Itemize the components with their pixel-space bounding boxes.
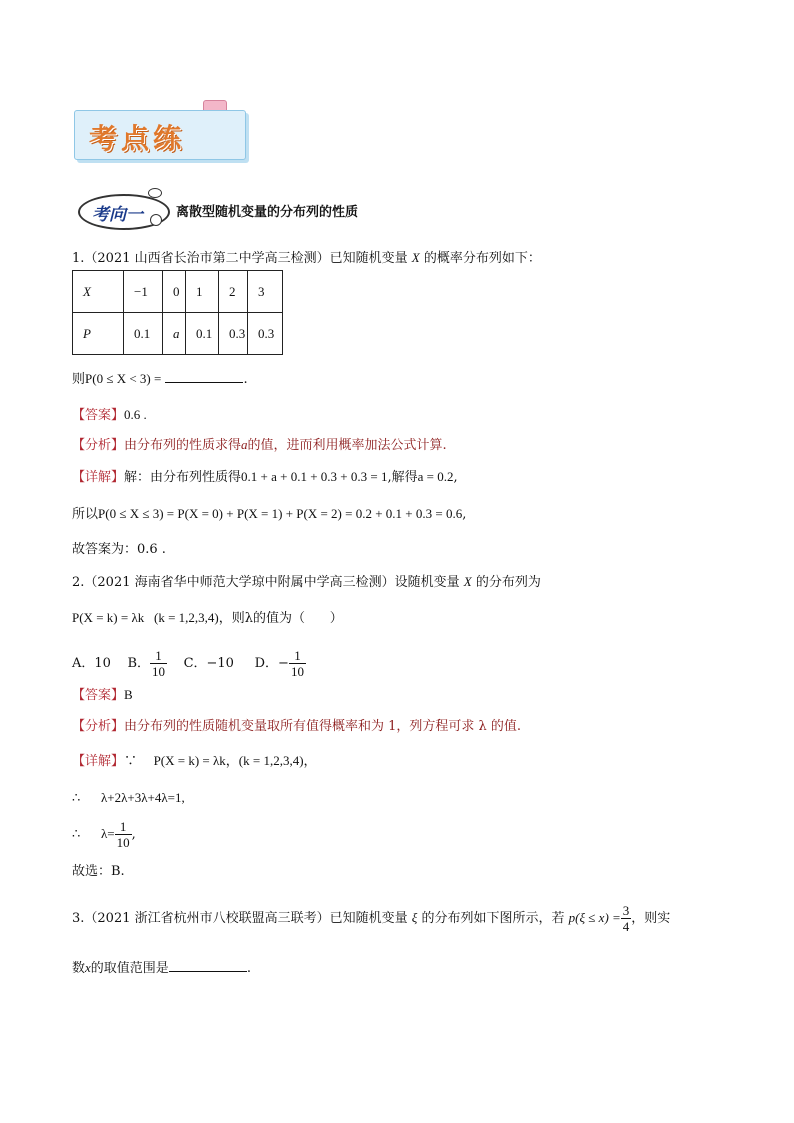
q1-analysis-post: 的值，进而利用概率加法公式计算. bbox=[247, 438, 447, 453]
q2-analysis-text: 由分布列的性质随机变量取所有值得概率和为 1，列方程可求 λ 的值. bbox=[124, 719, 522, 734]
badge-ornament-icon bbox=[148, 188, 162, 198]
q3-stem-mid: 的分布列如下图所示，若 bbox=[421, 911, 565, 926]
q1-so bbox=[72, 505, 466, 524]
answer-label: 【答案】 bbox=[72, 408, 125, 423]
fraction-numerator: 1 bbox=[294, 648, 301, 663]
answer-blank bbox=[169, 958, 247, 972]
q2-formula-expr: P(X = k) = λk (k = 1,2,3,4) bbox=[72, 610, 219, 625]
q3-var: ξ bbox=[411, 910, 418, 925]
q1-answer bbox=[72, 406, 147, 425]
table-cell: 0.3 bbox=[219, 313, 248, 355]
q1-analysis bbox=[72, 436, 447, 455]
detail-label: 【详解】 bbox=[72, 754, 125, 769]
q3-line2-var: x bbox=[85, 960, 91, 975]
q2-stem-tail: 的分布列为 bbox=[475, 575, 541, 590]
table-cell: 0 bbox=[163, 271, 186, 313]
q2-therefore2-end: , bbox=[131, 827, 136, 842]
q2-options bbox=[72, 648, 306, 680]
table-cell: −1 bbox=[124, 271, 163, 313]
q1-conclusion: 故答案为：0.6 . bbox=[72, 542, 166, 557]
q2-answer bbox=[72, 686, 133, 705]
therefore-symbol: ∴ bbox=[72, 791, 81, 806]
table-row bbox=[73, 313, 283, 355]
q1-ask bbox=[72, 369, 248, 389]
distribution-table bbox=[72, 270, 283, 355]
table-cell: 0.1 bbox=[186, 313, 219, 355]
badge-text: 考向一 bbox=[92, 205, 143, 225]
q1-var: X bbox=[411, 250, 420, 265]
q3-line2 bbox=[72, 958, 251, 978]
q1-stem-tail: 的概率分布列如下： bbox=[423, 251, 541, 266]
option-d-fraction bbox=[289, 648, 306, 679]
q3-line2-post: 的取值范围是 bbox=[90, 961, 169, 976]
q2-detail bbox=[72, 752, 317, 771]
fraction-numerator: 1 bbox=[155, 648, 162, 663]
option-c: C．−10 bbox=[183, 656, 234, 671]
table-cell: 1 bbox=[186, 271, 219, 313]
option-b-fraction bbox=[150, 648, 167, 679]
fraction-numerator: 1 bbox=[119, 819, 127, 834]
table-cell: a bbox=[163, 313, 186, 355]
table-cell: 0.1 bbox=[124, 313, 163, 355]
q3-stem-end: ，则实 bbox=[631, 911, 671, 926]
q3-stem-text: 3.（2021 浙江省杭州市八校联盟高三联考）已知随机变量 bbox=[72, 911, 408, 926]
q1-detail-end: , bbox=[453, 470, 458, 485]
q3-stem bbox=[72, 900, 670, 937]
fraction-denominator: 10 bbox=[116, 835, 130, 850]
detail-label: 【详解】 bbox=[72, 470, 125, 485]
q3-line2-end: . bbox=[246, 961, 251, 976]
q2-var: X bbox=[463, 574, 472, 589]
q1-so-end: , bbox=[462, 507, 467, 522]
analysis-label: 【分析】 bbox=[72, 719, 125, 734]
q2-detail-expr: P(X = k) = λk，(k = 1,2,3,4)， bbox=[153, 753, 317, 768]
table-cell: P bbox=[73, 313, 124, 355]
q1-analysis-pre: 由分布列的性质求得 bbox=[124, 438, 242, 453]
q2-formula-tail: ，则λ的值为（ ） bbox=[218, 611, 343, 626]
table-cell: X bbox=[73, 271, 124, 313]
q1-so-expr: P(0 ≤ X ≤ 3) = P(X = 0) + P(X = 1) + P(X = 2) = 0.2 + 0.1 + 0.3 = 0.6 bbox=[98, 506, 463, 521]
q1-so-prefix: 所以 bbox=[72, 507, 99, 522]
option-d: D．− bbox=[254, 656, 289, 671]
q1-analysis-var: a bbox=[241, 437, 248, 452]
q1-ask-end: . bbox=[243, 372, 248, 387]
fraction-denominator: 10 bbox=[152, 664, 166, 679]
therefore-symbol: ∴ bbox=[72, 827, 81, 842]
answer-label: 【答案】 bbox=[72, 688, 125, 703]
q2-analysis bbox=[72, 718, 521, 736]
table-cell: 2 bbox=[219, 271, 248, 313]
q2-stem bbox=[72, 573, 541, 592]
q1-answer-value: 0.6 . bbox=[124, 407, 147, 422]
q2-therefore1 bbox=[72, 789, 185, 808]
banner bbox=[74, 110, 246, 160]
q3-fraction bbox=[621, 903, 632, 934]
q1-ask-expr: P(0 ≤ X < 3) = bbox=[85, 371, 162, 386]
q1-detail-pre: 解：由分布列性质得 bbox=[124, 470, 242, 485]
answer-blank bbox=[165, 369, 243, 383]
q1-stem-text: 1.（2021 山西省长治市第二中学高三检测）已知随机变量 bbox=[72, 251, 408, 266]
option-b: B． bbox=[127, 656, 151, 671]
q1-detail bbox=[72, 468, 458, 487]
q2-answer-value: B bbox=[124, 687, 133, 702]
q2-result-fraction bbox=[115, 819, 132, 850]
q3-line2-pre: 数 bbox=[72, 961, 86, 976]
q2-stem-text: 2.（2021 海南省华中师范大学琼中附属中学高三检测）设随机变量 bbox=[72, 575, 460, 590]
q2-therefore2 bbox=[72, 817, 136, 852]
fraction-numerator: 3 bbox=[622, 903, 630, 918]
q3-expr: p(ξ ≤ x) = bbox=[568, 910, 621, 925]
table-cell: 0.3 bbox=[248, 313, 283, 355]
option-a: A．10 bbox=[72, 656, 111, 671]
q1-detail-res: a = 0.2 bbox=[417, 469, 454, 484]
table-row bbox=[73, 271, 283, 313]
because-symbol: ∵ bbox=[124, 754, 138, 769]
section-title: 离散型随机变量的分布列的性质 bbox=[176, 205, 359, 220]
q1-stem bbox=[72, 249, 541, 268]
q2-formula bbox=[72, 609, 343, 628]
fraction-denominator: 10 bbox=[290, 664, 304, 679]
analysis-label: 【分析】 bbox=[72, 438, 125, 453]
q2-conclusion: 故选：B. bbox=[72, 864, 125, 879]
table-cell: 3 bbox=[248, 271, 283, 313]
badge-ornament-icon bbox=[150, 214, 162, 226]
q1-detail-eq: 0.1 + a + 0.1 + 0.3 + 0.3 = 1 bbox=[241, 469, 388, 484]
q1-ask-prefix: 则 bbox=[72, 372, 86, 387]
banner-title: 考点练 bbox=[89, 122, 186, 155]
q2-therefore1-expr: λ+2λ+3λ+4λ=1, bbox=[100, 790, 185, 805]
q2-therefore2-lhs: λ= bbox=[100, 826, 115, 841]
q1-detail-mid: ,解得 bbox=[387, 470, 418, 485]
fraction-denominator: 4 bbox=[622, 919, 630, 934]
